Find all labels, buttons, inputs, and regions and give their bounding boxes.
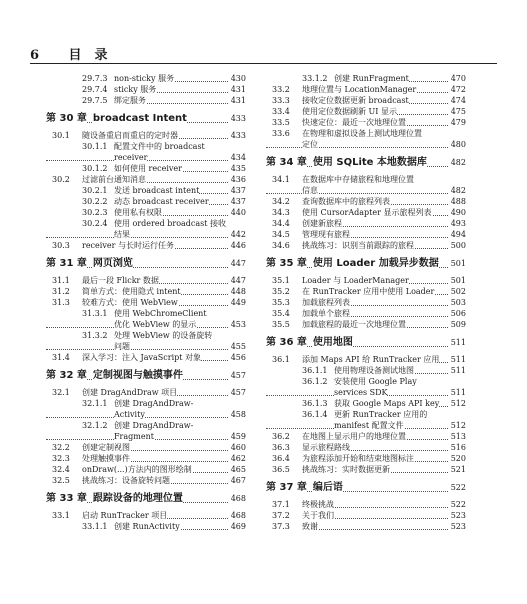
- entry-page: 453: [230, 320, 246, 329]
- entry-page: 493: [450, 219, 466, 228]
- entry-title: 最后一段 Flickr 数据: [82, 276, 159, 285]
- entry-page: 523: [450, 511, 466, 520]
- entry-page: 501: [450, 276, 466, 285]
- section-entry[interactable]: [266, 521, 466, 532]
- entry-title: 发送 broadcast intent: [114, 186, 200, 195]
- chapter-title: 使用 SQLite 本地数据库: [312, 157, 427, 168]
- entry-title: sticky 服务: [114, 85, 157, 94]
- section-entry[interactable]: [46, 464, 246, 475]
- chapter-heading[interactable]: [266, 156, 466, 170]
- section-entry[interactable]: [266, 510, 466, 521]
- entry-number: 36.5: [266, 464, 302, 475]
- entry-page: 512: [450, 399, 466, 408]
- entry-page: 458: [230, 410, 246, 419]
- entry-title: 创建 RunFragment: [334, 74, 409, 83]
- entry-page: 465: [230, 465, 246, 474]
- entry-title: manifest 配置文件: [334, 421, 404, 430]
- entry-number: 36.1.1: [266, 365, 334, 376]
- entry-number: 36.1.2: [266, 376, 334, 387]
- entry-title: 管理现有旅程: [302, 230, 350, 239]
- subsection-entry[interactable]: [46, 196, 246, 207]
- entry-title: 简单方式：使用隐式 intent: [82, 287, 181, 296]
- entry-number: 32.1.2: [46, 420, 114, 431]
- section-entry[interactable]: [266, 218, 466, 229]
- entry-page: 434: [230, 153, 246, 162]
- section-entry[interactable]: [46, 352, 246, 363]
- section-entry[interactable]: [46, 240, 246, 251]
- entry-number: 33.5: [266, 117, 302, 128]
- entry-page: 433: [230, 131, 246, 140]
- section-entry[interactable]: [266, 354, 466, 365]
- entry-number: 33.1: [46, 510, 82, 521]
- section-entry[interactable]: [46, 297, 246, 308]
- entry-page: 440: [230, 208, 246, 217]
- entry-number: 37.2: [266, 510, 302, 521]
- subsection-entry[interactable]: [46, 185, 246, 196]
- entry-title: Loader 与 LoaderManager: [302, 276, 409, 285]
- entry-number: 34.3: [266, 207, 302, 218]
- toc-entry-continuation: [46, 341, 246, 352]
- entry-page: 437: [230, 197, 246, 206]
- entry-page: 511: [450, 355, 466, 364]
- subsection-entry[interactable]: [46, 420, 246, 431]
- entry-title: 深入学习：注入 JavaScript 对象: [82, 353, 202, 362]
- entry-number: 33.2: [266, 84, 302, 95]
- entry-page: 512: [450, 421, 466, 430]
- entry-page: 500: [450, 241, 466, 250]
- entry-title: 地理位置与 LocationManager: [302, 85, 417, 94]
- entry-page: 511: [450, 388, 466, 397]
- chapter-heading[interactable]: [46, 257, 246, 271]
- entry-page: 482: [450, 186, 466, 195]
- chapter-heading[interactable]: [266, 257, 466, 271]
- chapter-title: 使用 Loader 加载异步数据: [312, 258, 439, 269]
- entry-title: 使用私有权限: [114, 208, 162, 217]
- entry-page: 446: [230, 241, 246, 250]
- entry-title: 使用 CursorAdapter 显示旅程列表: [302, 208, 432, 217]
- entry-number: 29.7.5: [46, 95, 114, 106]
- section-entry[interactable]: [266, 128, 466, 139]
- entry-page: 488: [450, 197, 466, 206]
- toc-entry-continuation: [46, 431, 246, 442]
- entry-title: 使用物理设备测试地图: [334, 366, 414, 375]
- section-entry[interactable]: [266, 106, 466, 117]
- chapter-heading[interactable]: [46, 112, 246, 126]
- entry-page: 494: [450, 230, 466, 239]
- entry-title: 接收定位数据更新 broadcast: [302, 96, 409, 105]
- entry-title: 快速定位：最近一次地理位置: [302, 118, 406, 127]
- section-entry[interactable]: [46, 130, 246, 141]
- toc-entry-continuation: [46, 152, 246, 163]
- section-entry[interactable]: [266, 196, 466, 207]
- entry-title: 信息: [302, 186, 318, 195]
- subsection-entry[interactable]: [46, 330, 246, 341]
- toc-entry-continuation: [266, 139, 466, 150]
- entry-number: 31.2: [46, 286, 82, 297]
- entry-number: 36.2: [266, 431, 302, 442]
- entry-title: 随设备重启而重启的定时器: [82, 131, 178, 140]
- chapter-title: 跟踪设备的地理位置: [92, 493, 183, 504]
- entry-number: 33.6: [266, 128, 302, 139]
- entry-title: 处理触摸事件: [82, 454, 130, 463]
- section-entry[interactable]: [46, 453, 246, 464]
- entry-page: 475: [450, 107, 466, 116]
- entry-number: 32.2: [46, 442, 82, 453]
- section-entry[interactable]: [266, 229, 466, 240]
- entry-title: 创建新旅程: [302, 219, 342, 228]
- chapter-number: 第 34 章: [266, 157, 307, 168]
- entry-page: 447: [230, 276, 246, 285]
- entry-page: 506: [450, 309, 466, 318]
- section-entry[interactable]: [266, 499, 466, 510]
- chapter-number: 第 30 章: [46, 113, 87, 124]
- section-entry[interactable]: [46, 442, 246, 453]
- dot-leader: [266, 193, 450, 194]
- entry-title: Fragment: [114, 432, 154, 441]
- section-entry[interactable]: [266, 431, 466, 442]
- entry-title: 查询数据库中的旅程列表: [302, 197, 390, 206]
- entry-number: 32.5: [46, 475, 82, 486]
- entry-title: 挑战练习：识别当前跟踪的旅程: [302, 241, 414, 250]
- chapter-number: 第 35 章: [266, 258, 307, 269]
- chapter-title: broadcast Intent: [92, 113, 187, 124]
- entry-title: receiver 与长时运行任务: [82, 241, 174, 250]
- subsection-entry[interactable]: [46, 218, 246, 229]
- entry-number: 31.3: [46, 297, 82, 308]
- section-entry[interactable]: [266, 442, 466, 453]
- entry-page: 474: [450, 96, 466, 105]
- entry-page: 436: [230, 175, 246, 184]
- entry-number: 34.5: [266, 229, 302, 240]
- entry-page: 520: [450, 454, 466, 463]
- entry-title: 挑战练习：设备旋转问题: [82, 476, 170, 485]
- toc-entry-continuation: [46, 229, 246, 240]
- entry-title: 使用 WebChromeClient: [114, 309, 207, 318]
- entry-title: 创建 DragAndDraw-: [114, 421, 194, 430]
- entry-number: 30.2: [46, 174, 82, 185]
- chapter-page: 511: [449, 336, 466, 350]
- dot-leader: [266, 147, 450, 148]
- entry-title: 致谢: [302, 522, 318, 531]
- entry-page: 502: [450, 287, 466, 296]
- entry-title: 处理 WebView 的设备旋转: [114, 331, 213, 340]
- entry-title: 加载旅程列表: [302, 298, 350, 307]
- chapter-page: 482: [449, 156, 466, 170]
- subsection-entry[interactable]: [46, 521, 246, 532]
- dot-leader: [46, 349, 230, 350]
- entry-page: 467: [230, 476, 246, 485]
- entry-number: 30.2.1: [46, 185, 114, 196]
- subsection-entry[interactable]: [46, 163, 246, 174]
- chapter-title: 编后语: [312, 482, 343, 493]
- entry-page: 468: [230, 511, 246, 520]
- entry-page: 442: [230, 230, 246, 239]
- subsection-entry[interactable]: [266, 409, 466, 420]
- entry-number: 31.3.1: [46, 308, 114, 319]
- entry-title: 获取 Google Maps API key: [334, 399, 440, 408]
- entry-title: 使用 ordered broadcast 接收: [114, 219, 227, 228]
- header-rule: [30, 63, 497, 64]
- entry-title: 结果: [114, 230, 130, 239]
- entry-number: 37.3: [266, 521, 302, 532]
- running-title: 目 录: [68, 48, 108, 63]
- entry-title: 关于我们: [302, 511, 334, 520]
- chapter-page: 447: [229, 257, 246, 271]
- entry-number: 33.1.2: [266, 73, 334, 84]
- entry-number: 35.3: [266, 297, 302, 308]
- entry-number: 32.3: [46, 453, 82, 464]
- section-entry[interactable]: [46, 174, 246, 185]
- entry-title: 创建 RunActivity: [114, 522, 180, 531]
- entry-number: 30.2.4: [46, 218, 114, 229]
- entry-title: 配置文件中的 broadcast: [114, 142, 205, 151]
- entry-number: 37.1: [266, 499, 302, 510]
- section-entry[interactable]: [266, 95, 466, 106]
- entry-page: 503: [450, 298, 466, 307]
- entry-title: 创建 DragAndDraw 项目: [82, 388, 178, 397]
- entry-title: 安装使用 Google Play: [334, 377, 417, 386]
- entry-title: 创建 DragAndDraw-: [114, 399, 194, 408]
- entry-page: 459: [230, 432, 246, 441]
- entry-number: 34.1: [266, 174, 302, 185]
- chapter-page: 457: [229, 369, 246, 383]
- entry-title: 在物理和虚拟设备上测试地理位置: [302, 129, 422, 138]
- entry-page: 469: [230, 522, 246, 531]
- chapter-number: 第 33 章: [46, 493, 87, 504]
- section-entry[interactable]: [266, 286, 466, 297]
- subsection-entry[interactable]: [46, 73, 246, 84]
- entry-number: 30.2.2: [46, 196, 114, 207]
- section-entry[interactable]: [266, 174, 466, 185]
- entry-title: 绑定服务: [114, 96, 146, 105]
- chapter-number: 第 36 章: [266, 337, 307, 348]
- entry-title: 加载单个旅程: [302, 309, 350, 318]
- subsection-entry[interactable]: [266, 376, 466, 387]
- entry-page: 521: [450, 465, 466, 474]
- entry-page: 509: [450, 320, 466, 329]
- entry-title: 较难方式：使用 WebView: [82, 298, 178, 307]
- section-entry[interactable]: [266, 453, 466, 464]
- entry-title: 为旅程添加开始和结束地图标注: [302, 454, 414, 463]
- toc-entry-continuation: [266, 387, 466, 398]
- entry-number: 35.5: [266, 319, 302, 330]
- entry-title: 在地图上显示用户的地理位置: [302, 432, 406, 441]
- entry-number: 32.1: [46, 387, 82, 398]
- chapter-heading[interactable]: [266, 336, 466, 350]
- entry-number: 33.1.1: [46, 521, 114, 532]
- dot-leader: [46, 237, 230, 238]
- entry-title: non-sticky 服务: [114, 74, 175, 83]
- entry-number: 30.2.3: [46, 207, 114, 218]
- entry-number: 29.7.4: [46, 84, 114, 95]
- entry-title: Activity: [114, 410, 145, 419]
- entry-title: 启动 RunTracker 项目: [82, 511, 168, 520]
- entry-page: 490: [450, 208, 466, 217]
- entry-number: 36.4: [266, 453, 302, 464]
- subsection-entry[interactable]: [266, 73, 466, 84]
- section-entry[interactable]: [266, 207, 466, 218]
- chapter-number: 第 31 章: [46, 258, 87, 269]
- subsection-entry[interactable]: [266, 398, 466, 409]
- entry-number: 30.1: [46, 130, 82, 141]
- chapter-page: 501: [449, 257, 466, 271]
- page-number: 6: [30, 48, 40, 63]
- entry-number: 34.6: [266, 240, 302, 251]
- entry-page: 457: [230, 388, 246, 397]
- entry-number: 30.1.1: [46, 141, 114, 152]
- entry-number: 32.4: [46, 464, 82, 475]
- entry-title: 过滤前台通知消息: [82, 175, 146, 184]
- entry-title: 如何使用 receiver: [114, 164, 182, 173]
- entry-page: 479: [450, 118, 466, 127]
- entry-page: 437: [230, 186, 246, 195]
- entry-page: 456: [230, 353, 246, 362]
- entry-number: 30.3: [46, 240, 82, 251]
- entry-page: 431: [230, 85, 246, 94]
- entry-page: 516: [450, 443, 466, 452]
- section-entry[interactable]: [266, 297, 466, 308]
- toc-entry-continuation: [46, 319, 246, 330]
- entry-title: 加载旅程的最近一次地理位置: [302, 320, 406, 329]
- subsection-entry[interactable]: [46, 84, 246, 95]
- chapter-heading[interactable]: [266, 481, 466, 495]
- chapter-number: 第 32 章: [46, 370, 87, 381]
- section-entry[interactable]: [266, 464, 466, 475]
- entry-title: 显示旅程路线: [302, 443, 350, 452]
- toc-column-left: [46, 73, 246, 532]
- entry-page: 472: [450, 85, 466, 94]
- page-header: [30, 44, 108, 63]
- section-entry[interactable]: [266, 84, 466, 95]
- entry-page: 470: [450, 74, 466, 83]
- entry-number: 36.3: [266, 442, 302, 453]
- section-entry[interactable]: [46, 275, 246, 286]
- entry-page: 480: [450, 140, 466, 149]
- entry-title: 优化 WebView 的显示: [114, 320, 197, 329]
- entry-page: 455: [230, 342, 246, 351]
- entry-page: 522: [450, 500, 466, 509]
- entry-number: 36.1.4: [266, 409, 334, 420]
- toc-column-right: [266, 73, 466, 532]
- entry-number: 31.4: [46, 352, 82, 363]
- toc-entry-continuation: [266, 420, 466, 431]
- entry-number: 35.1: [266, 275, 302, 286]
- chapter-title: 使用地图: [312, 337, 353, 348]
- entry-number: 30.1.2: [46, 163, 114, 174]
- entry-number: 29.7.3: [46, 73, 114, 84]
- entry-title: 更新 RunTracker 应用的: [334, 410, 428, 419]
- entry-number: 36.1.3: [266, 398, 334, 409]
- entry-number: 31.1: [46, 275, 82, 286]
- entry-title: 定位: [302, 140, 318, 149]
- subsection-entry[interactable]: [266, 365, 466, 376]
- entry-title: 在数据库中存储旅程和地理位置: [302, 175, 414, 184]
- chapter-page: 433: [229, 112, 246, 126]
- section-entry[interactable]: [266, 240, 466, 251]
- entry-title: 添加 Maps API 给 RunTracker 应用: [302, 355, 440, 364]
- chapter-page: 468: [229, 492, 246, 506]
- entry-number: 33.3: [266, 95, 302, 106]
- entry-title: receiver: [114, 153, 148, 162]
- section-entry[interactable]: [46, 387, 246, 398]
- entry-number: 32.1.1: [46, 398, 114, 409]
- entry-number: 31.3.2: [46, 330, 114, 341]
- entry-number: 35.4: [266, 308, 302, 319]
- entry-page: 460: [230, 443, 246, 452]
- entry-number: 34.4: [266, 218, 302, 229]
- entry-page: 513: [450, 432, 466, 441]
- toc-entry-continuation: [266, 185, 466, 196]
- entry-page: 523: [450, 522, 466, 531]
- subsection-entry[interactable]: [46, 398, 246, 409]
- entry-title: services SDK: [334, 388, 388, 397]
- entry-title: 挑战练习：实时数据更新: [302, 465, 390, 474]
- entry-title: 使用定位数据刷新 UI 显示: [302, 107, 397, 116]
- entry-number: 34.2: [266, 196, 302, 207]
- section-entry[interactable]: [266, 319, 466, 330]
- section-entry[interactable]: [46, 475, 246, 486]
- entry-page: 431: [230, 96, 246, 105]
- entry-page: 435: [230, 164, 246, 173]
- section-entry[interactable]: [266, 117, 466, 128]
- subsection-entry[interactable]: [46, 141, 246, 152]
- chapter-title: 定制视图与触摸事件: [92, 370, 183, 381]
- subsection-entry[interactable]: [46, 207, 246, 218]
- entry-page: 448: [230, 287, 246, 296]
- entry-page: 462: [230, 454, 246, 463]
- entry-title: 在 RunTracker 应用中使用 Loader: [302, 287, 435, 296]
- entry-number: 35.2: [266, 286, 302, 297]
- chapter-title: 网页浏览: [92, 258, 133, 269]
- chapter-page: 522: [449, 481, 466, 495]
- entry-number: 36.1: [266, 354, 302, 365]
- chapter-number: 第 37 章: [266, 482, 307, 493]
- chapter-heading[interactable]: [46, 369, 246, 383]
- section-entry[interactable]: [266, 275, 466, 286]
- section-entry[interactable]: [266, 308, 466, 319]
- chapter-heading[interactable]: [46, 492, 246, 506]
- subsection-entry[interactable]: [46, 308, 246, 319]
- entry-title: 终极挑战: [302, 500, 334, 509]
- toc-entry-continuation: [46, 409, 246, 420]
- entry-page: 430: [230, 74, 246, 83]
- subsection-entry[interactable]: [46, 95, 246, 106]
- entry-title: 问题: [114, 342, 130, 351]
- entry-page: 511: [450, 366, 466, 375]
- entry-page: 449: [230, 298, 246, 307]
- entry-number: 33.4: [266, 106, 302, 117]
- entry-title: 创建定制视图: [82, 443, 130, 452]
- entry-title: onDraw(...)方法内的图形绘制: [82, 465, 192, 474]
- section-entry[interactable]: [46, 510, 246, 521]
- entry-title: 动态 broadcast receiver: [114, 197, 209, 206]
- section-entry[interactable]: [46, 286, 246, 297]
